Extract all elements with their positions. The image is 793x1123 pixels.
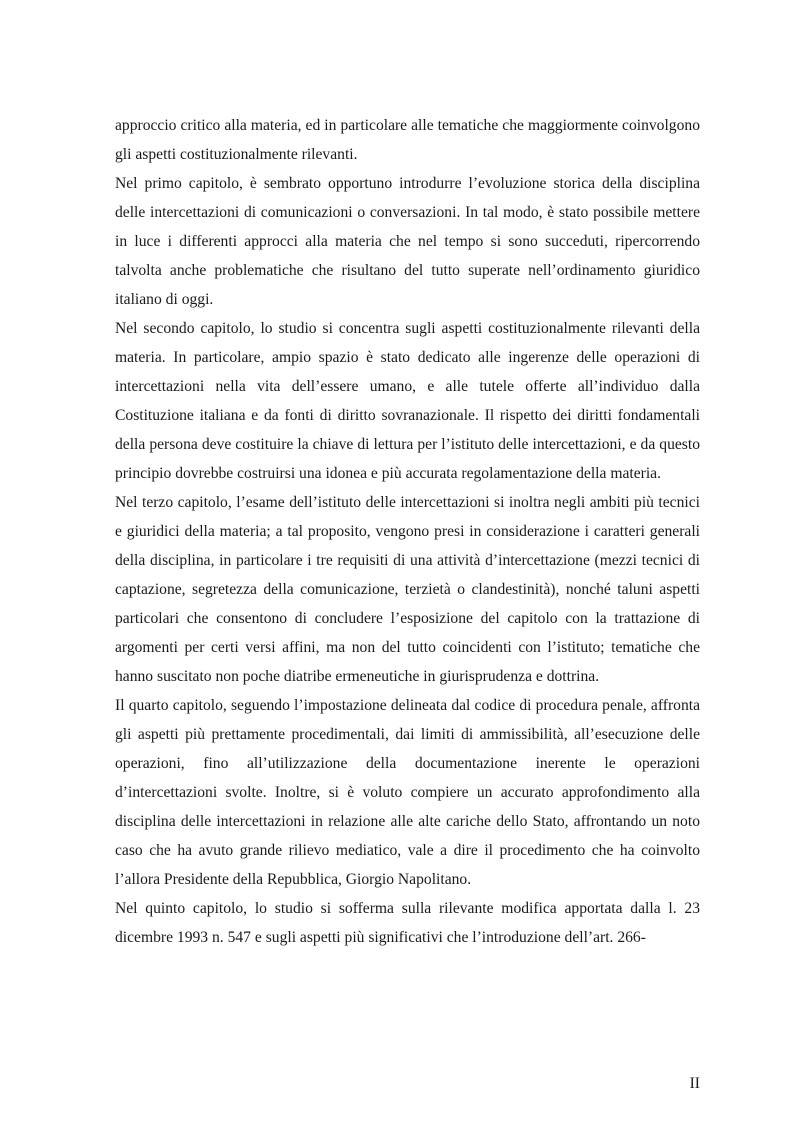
paragraph-chapter-four: Il quarto capitolo, seguendo l’impostazione delineata dal codice di procedura penale, affronta gli aspetti più prettamente procedimentali, dai limiti di ammissibilità, all’esecuzione delle operazioni, fino all’utilizzazione della documentazione inerente le operazioni d’intercettazioni svolte. Inoltre, si è voluto compiere un accurato approfondimento alla disciplina delle intercettazioni in relazione alle alte cariche dello Stato, affrontando un noto caso che ha avuto grande rilievo mediatico, vale a dire il procedimento che ha coinvolto l’allora Presidente della Repubblica, Giorgio Napolitano. bbox=[115, 697, 700, 888]
paragraph-chapter-five: Nel quinto capitolo, lo studio si sofferma sulla rilevante modifica apportata dalla l. 23 dicembre 1993 n. 547 e sugli aspetti più significativi che l’introduzione dell’art. 266- bbox=[115, 900, 700, 946]
page-number: II bbox=[689, 1075, 700, 1092]
body-text bbox=[115, 111, 700, 952]
paragraph-intro-continuation: approccio critico alla materia, ed in particolare alle tematiche che maggiormente coinvolgono gli aspetti costituzionalmente rilevanti. bbox=[115, 117, 700, 163]
paragraph-chapter-two: Nel secondo capitolo, lo studio si concentra sugli aspetti costituzionalmente rilevanti della materia. In particolare, ampio spazio è stato dedicato alle ingerenze delle operazioni di intercettazioni nella vita dell’essere umano, e alle tutele offerte all’individuo dalla Costituzione italiana e da fonti di diritto sovranazionale. Il rispetto dei diritti fondamentali della persona deve costituire la chiave di lettura per l’istituto delle intercettazioni, e da questo principio dovrebbe costruirsi una idonea e più accurata regolamentazione della materia. bbox=[115, 320, 700, 482]
paragraph-chapter-one: Nel primo capitolo, è sembrato opportuno introdurre l’evoluzione storica della disciplina delle intercettazioni di comunicazioni o conversazioni. In tal modo, è stato possibile mettere in luce i differenti approcci alla materia che nel tempo si sono succeduti, ripercorrendo talvolta anche problematiche che risultano del tutto superate nell’ordinamento giuridico italiano di oggi. bbox=[115, 175, 700, 308]
paragraph-chapter-three: Nel terzo capitolo, l’esame dell’istituto delle intercettazioni si inoltra negli ambiti più tecnici e giuridici della materia; a tal proposito, vengono presi in considerazione i caratteri generali della disciplina, in particolare i tre requisiti di una attività d’intercettazione (mezzi tecnici di captazione, segretezza della comunicazione, terzietà o clandestinità), nonché taluni aspetti particolari che consentono di concludere l’esposizione del capitolo con la trattazione di argomenti per certi versi affini, ma non del tutto coincidenti con l’istituto; tematiche che hanno suscitato non poche diatribe ermeneutiche in giurisprudenza e dottrina. bbox=[115, 494, 700, 685]
